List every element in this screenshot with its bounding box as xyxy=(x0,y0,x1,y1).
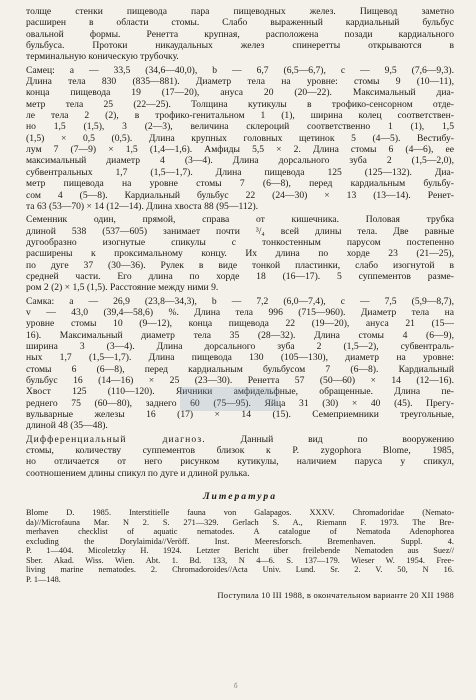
stain xyxy=(180,387,280,411)
references-list: Blome D. 1985. Interstitielle fauna von Galapagos. XXXV. Chromadoridae (Nemato- da)//Microfauna Mar. N 2. S. 271—329. Gerlach S. A., Riemann F. 1973. The Bre- merhaven checklist of aquatic nematodes. A catalogue of Nematoda Adenophorea excluding the Dorylaimida//Veröff. Inst. Meeresforsch. Bremenhaven. Suppl. 4. P. 1—404. Micoletzky H. 1924. Letzter Bericht über freilebende Nematoden aus Suez// Sber. Akad. Wiss. Wien. Abt. 1. Bd. 133, N 4—6. S. 137—179. Wieser W. 1954. Free- living marine nematodes. 2. Chromadoroides//Acta Univ. Lund. Sr. 2. V. 50, N 16. P. 1—148. xyxy=(26,508,454,584)
diagnosis-heading: Дифференциальный диагноз. xyxy=(26,433,206,445)
references-heading: Литература xyxy=(202,491,278,503)
paragraph-male-reproductive: Семенник один, прямой, справа от кишечника. Половая трубка длиной 538 (537—605) занимает почти ³/₄ всей длины тела. Две равные дугообразно изогнутые спикулы с тонкостенным парусом постепенно расширены к проксимальному концу. Их длина по хорде 23 (21—25), по дуге 37 (30—36). Рулек в виде тонкой пластинки, слабо изогнутой в средней части. Его длина по хорде 18 (16—17). 5 суппементов разме- ром 2 (2) × 1,5 (1,5). Расстояние между ними 9. xyxy=(26,214,454,294)
paragraph-esophagus: толще стенки пищевода пара пищеводных желез. Пищевод заметно расширен в области стомы. Слабо выраженный кардиальный бульбус овальной формы. Ренетта крупная, расположена позади кардиального бульбуса. Протоки никаудальных желез спинеретты открываются в терминальную коническую трубочку. xyxy=(26,6,454,63)
paragraph-male-measurements: Самец: а — 33,5 (34,6—40,0), b — 6,7 (6,5—6,7), c — 9,5 (7,6—9,3). Длина тела 830 (835—881). Диаметр тела на уровне: стомы 9 (10—11), конца пищевода 19 (17—20), ануса 20 (20—22). Максимальный диа- метр тела 25 (22—25). Толщина кутикулы в трофико-сенсорном отде- ле тела 2 (2), в трофико-генитальном 1 (1), ширина колец соответствен- но 1,5 (1,5), 3 (2—3), величина склероций соответственно 1 (1), 1,5 (1,5) × 0,5 (0,5). Длина крупных головных щетинок 5 (4—5). Вестибу- лум 7 (7—9) × 1,5 (1,4—1,6). Амфиды 5,5 × 2. Длина стомы 6 (4—6), ее максимальный диаметр 4 (3—4). Длина дорсального зуба 2 (1,5—2,0), субвентральных 1,7 (1,5—1,7). Длина пищевода 125 (125—132). Диа- метр пищевода на уровне стомы 7 (6—8), перед кардиальным бульбу- сом 4 (5—8). Кардиальный бульбус 22 (24—30) × 13 (13—14). Ренет- та 63 (53—70) × 14 (12—14). Длина хвоста 88 (95—112). xyxy=(26,64,454,212)
footer-mark: б xyxy=(234,682,238,690)
paragraph-differential-diagnosis: Дифференциальный диагноз. Данный вид по вооружению стомы, количеству суппементов близок к P. zygophora Blome, 1985, но отличается от него рисунком кутикулы, наличием паруса у спикул, соотношением длины спикул по дуге и длиной рулька. xyxy=(26,433,454,479)
received-date: Поступила 10 III 1988, в окончательном варианте 20 XII 1988 xyxy=(217,590,454,601)
paragraph-female-measurements: Самка: а — 26,9 (23,8—34,3), b — 7,2 (6,0—7,4), c — 7,5 (5,9—8,7), v — 43,0 (39,4—58,6) %. Длина тела 996 (715—960). Диаметр тела на уровне стомы 10 (9—12), конца пищевода 22 (19—20), ануса 21 (15— 16). Максимальный диаметр тела 35 (28—32). Длина стомы 4 (6—9), ширина 3 (3—4). Длина дорсального зуба 2 (1,5—2), субвентраль- ных 1,7 (1,5—1,7). Длина пищевода 130 (105—130), диаметр на уровне: стомы 6 (6—8), перед кардиальным бульбусом 7 (6—8). Кардиальный бульбус 16 (14—16) × 25 (23—30). Ренетта 57 (50—60) × 14 (12—16). Хвост 125 (110—120). Яичники амфидельфные, обращенные. Длина пе- реднего 75 (60—80), заднего 60 (75—95). Яйца 31 (30) × 40 (45). Прегу- вульварные железы 16 (17) × 14 (15). Семеприемники треугольные, длиной 48 (35—48). xyxy=(26,295,454,432)
